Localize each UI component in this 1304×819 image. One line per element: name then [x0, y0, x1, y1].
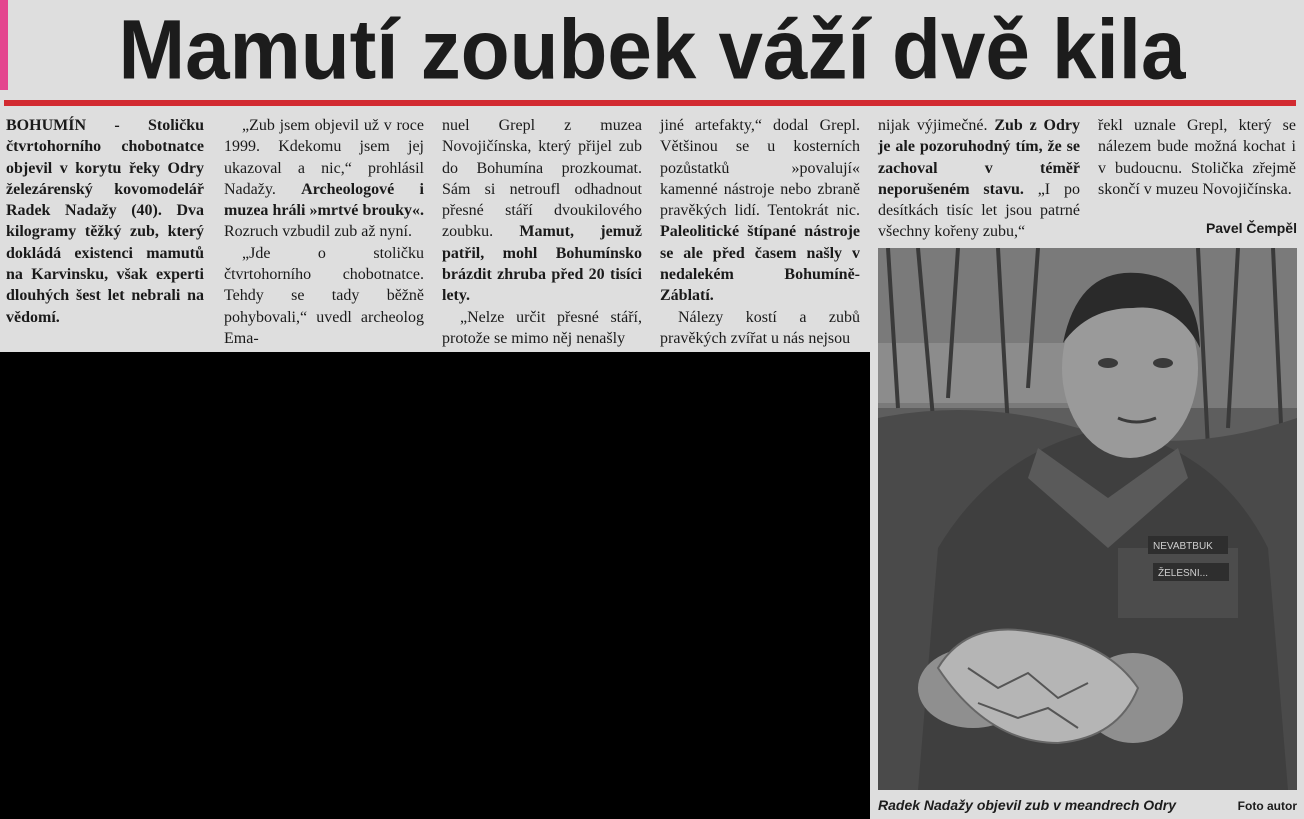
paragraph: „Zub jsem objevil už v roce 1999. Kdekomu jsem jej ukazoval a nic,“ prohlásil Nadažy. Archeologové i muzea hráli »mrtvé brouky«. Rozruch vzbudil zub až nyní.: [224, 117, 424, 241]
photo-credit: Foto autor: [1237, 799, 1297, 813]
paragraph: „Jde o stoličku čtvrtohorního chobotnatce. Tehdy se tady běžně pohybovali,“ uvedl archeolog Ema-: [224, 244, 424, 347]
article-column-4: [660, 115, 860, 349]
paragraph: „Nelze určit přesné stáří, protože se mimo něj nenašly: [442, 308, 642, 347]
headline: Mamutí zoubek váží dvě kila: [118, 2, 1186, 97]
lead-paragraph: [6, 115, 204, 328]
jacket-patch-text-2: ŽELESNI...: [1158, 568, 1209, 579]
dateline: BOHUMÍN: [6, 117, 86, 134]
redacted-black-area: [0, 352, 870, 819]
article-photo: [878, 248, 1297, 790]
headline-rule: [4, 100, 1296, 106]
paragraph: jiné artefakty,“ dodal Grepl. Většinou se u kosterních pozůstatků »povalují« kamenné nástroje nebo zbraně pravěkých lidí. Tentokrát nic. Paleolitické štípané nástroje se ale před časem našly v nedalekém Bohumíně-Záblatí.: [660, 117, 860, 305]
article-column-6: [1098, 115, 1296, 200]
article-column-3: [442, 115, 642, 349]
paragraph: řekl uznale Grepl, který se nálezem bude možná kochat i v budoucnu. Stolička zřejmě skončí v muzeu Novojičínska.: [1098, 117, 1296, 198]
paragraph: Nálezy kostí a zubů pravěkých zvířat u nás nejsou: [660, 308, 860, 347]
jacket-patch-text-1: NEVABTBUK: [1153, 541, 1213, 552]
article-column-2: [224, 115, 424, 349]
lead-text: - Stoličku čtvrtohorního chobotnatce objevil v korytu řeky Odry železárenský kovomodelář Radek Nadažy (40). Dva kilogramy těžký zub, který dokládá existenci mamutů na Karvinsku, však experti dlouhých šest let nebrali na vědomí.: [6, 117, 204, 326]
paragraph: nijak výjimečné. Zub z Odry je ale pozoruhodný tím, že se zachoval v téměř neporušeném stavu. „I po desítkách tisíc let jsou patrné všechny kořeny zubu,“: [878, 117, 1080, 241]
paragraph: nuel Grepl z muzea Novojičínska, který přijel zub do Bohumína prozkoumat. Sám si netroufl odhadnout přesné stáří dvoukilového zoubku. Mamut, jemuž patřil, mohl Bohumínsko brázdit zhruba před 20 tisíci lety.: [442, 117, 642, 305]
article-column-1: [6, 115, 204, 328]
byline: Pavel Čempěl: [1205, 220, 1297, 236]
photo-caption: Radek Nadažy objevil zub v meandrech Odry: [878, 797, 1176, 813]
article-column-5: [878, 115, 1080, 243]
